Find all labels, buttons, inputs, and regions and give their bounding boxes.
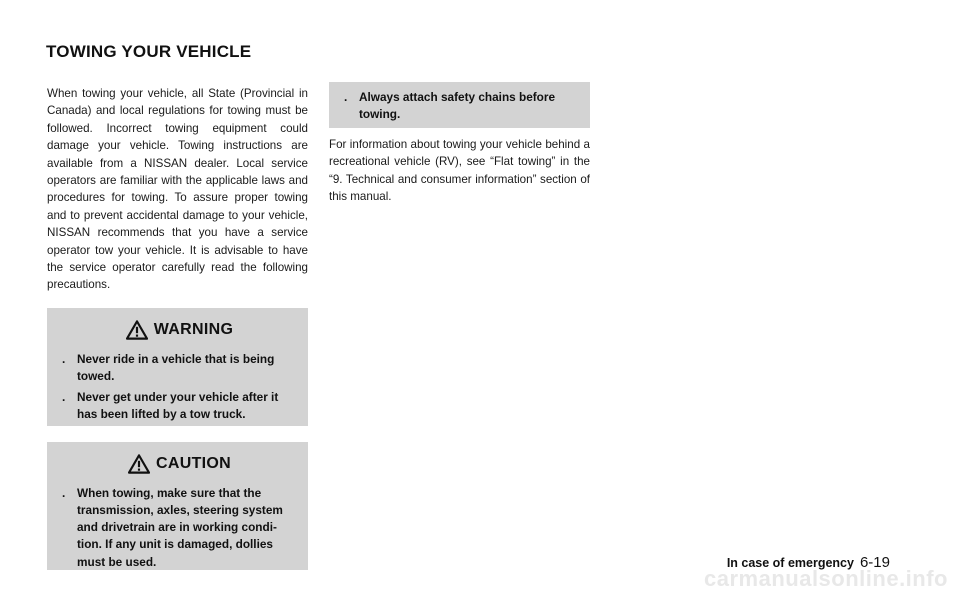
warning-header (59, 308, 300, 340)
warning-triangle-icon (126, 320, 148, 340)
page-title: TOWING YOUR VEHICLE (46, 42, 252, 61)
warning-list (59, 351, 300, 424)
list-item: . Never get under your vehicle after it has been lifted by a tow truck. (62, 390, 279, 422)
list-item: . Always attach safety chains before towing. (344, 90, 556, 122)
list-item: . Never ride in a vehicle that is being towed. (62, 351, 275, 384)
left-column (47, 85, 308, 570)
caution-box (47, 442, 308, 570)
chains-box (329, 82, 590, 128)
flat-towing-paragraph: For information about towing your vehicle behind a recreational vehicle (RV), see “Flat towing” in the “9. Technical and consumer information” section of this manual. (329, 138, 590, 204)
right-column (329, 82, 590, 206)
caution-heading: CAUTION (156, 454, 231, 472)
warning-triangle-icon (128, 454, 150, 474)
chains-list (341, 89, 582, 123)
list-item: . When towing, make sure that the transmission, axles, steering system and drivetrain are in working condi-tion. If any unit is damaged, dollies must be used. (62, 485, 283, 569)
warning-box (47, 308, 308, 426)
caution-header (59, 442, 300, 474)
footer-section: In case of emergency (726, 556, 854, 570)
page-number: 6-19 (859, 554, 890, 571)
warning-heading: WARNING (153, 320, 234, 338)
watermark: carmanualsonline.info (704, 566, 948, 591)
caution-list (59, 485, 300, 571)
intro-paragraph: When towing your vehicle, all State (Provincial in Canada) and local regulations for towing must be followed. Incorrect towing equipment could damage your vehicle. Towing instructions are available from a NISSAN dealer. Local service operators are familiar with the applicable laws and procedures for towing. To assure proper towing and to prevent accidental damage to your vehicle, NISSAN recommends that you have a service operator tow your vehicle. It is advisable to have the service operator carefully read the following precautions. (47, 87, 308, 292)
